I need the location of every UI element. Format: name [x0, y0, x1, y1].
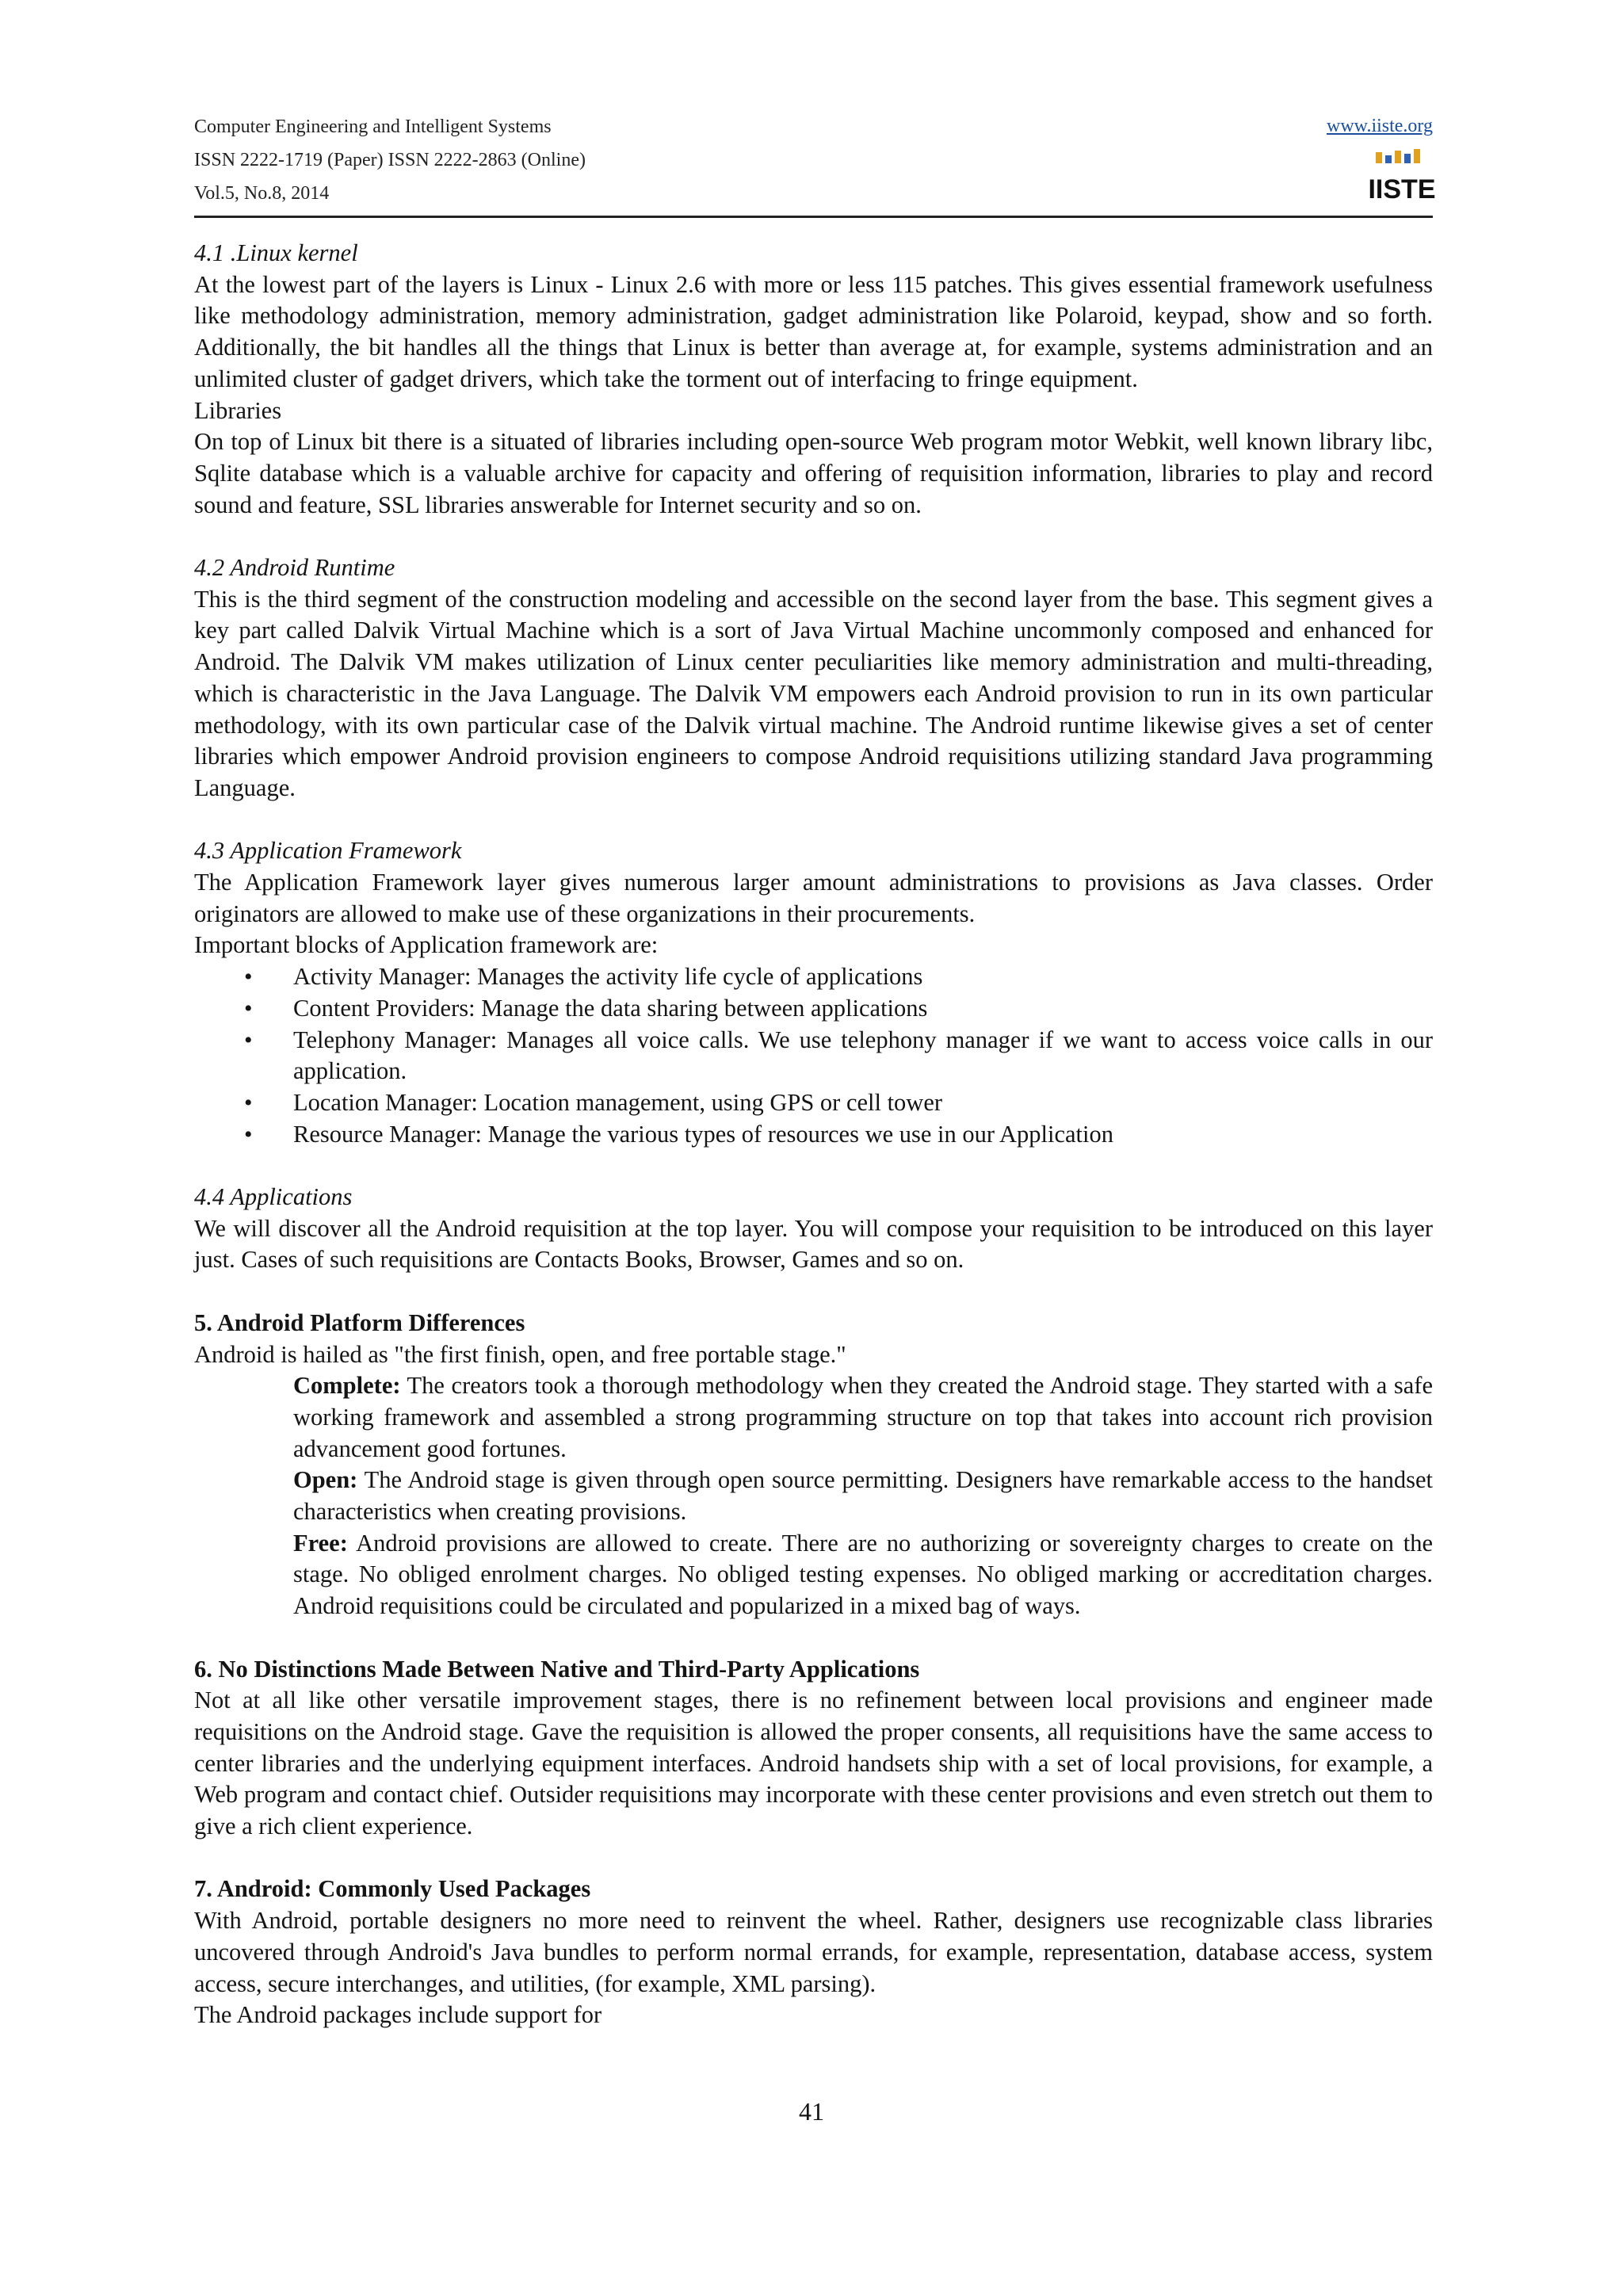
list-item: • Telephony Manager: Manages all voice calls. We use telephony manager if we want to access voice calls in our application. [194, 1025, 1433, 1087]
libraries-label: Libraries [194, 396, 282, 424]
section-7-heading: 7. Android: Commonly Used Packages [194, 1875, 591, 1903]
journal-url-link[interactable]: www.iiste.org [1327, 116, 1433, 136]
section-4-3-intro: Important blocks of Application framework are: [194, 931, 659, 959]
section-4-2-paragraph: This is the third segment of the construction modeling and accessible on the second layer from the base. This segment gives a key part called Dalvik Virtual Machine which is a sort of Java Virtual Machine uncommonly composed and enhanced for Android. The Dalvik VM makes utilization of Linux center peculiarities like memory administration and multi-threading, which is characteristic in the Java Language. The Dalvik VM empowers each Android provision to run in its own particular methodology, with its own particular case of the Dalvik virtual machine. The Android runtime likewise gives a set of center libraries which empower Android provision engineers to compose Android requisitions utilizing standard Java programming Language. [194, 585, 1433, 801]
section-6-paragraph: Not at all like other versatile improvement stages, there is no refinement between local provisions and engineer made requisitions on the Android stage. Gave the requisition is allowed the proper consents, all requisitions have the same access to center libraries and the underlying equipment interfaces. Android handsets ship with a set of local provisions, for example, a Web program and contact chief. Outsider requisitions may incorporate with these center provisions and even stretch out them to give a rich client experience. [194, 1687, 1433, 1840]
list-item: • Content Providers: Manage the data sharing between applications [194, 993, 1433, 1025]
free-paragraph [194, 1528, 1433, 1622]
section-4-4-heading: 4.4 Applications [194, 1183, 353, 1211]
svg-text:IISTE: IISTE [1368, 174, 1436, 204]
section-6-heading: 6. No Distinctions Made Between Native and Third-Party Applications [194, 1655, 920, 1683]
page-number: 41 [799, 2097, 824, 2126]
section-7-packages-intro: The Android packages include support for [194, 2001, 602, 2029]
open-label: Open: [293, 1466, 358, 1494]
free-label: Free: [293, 1529, 348, 1557]
list-item: • Location Manager: Location management, using GPS or cell tower [194, 1087, 1433, 1119]
section-4-2-heading: 4.2 Android Runtime [194, 554, 395, 582]
section-4-4-paragraph: We will discover all the Android requisition at the top layer. You will compose your requisition to be introduced on this layer just. Cases of such requisitions are Contacts Books, Browser, Games and so on. [194, 1214, 1433, 1274]
section-5-intro: Android is hailed as "the first finish, open, and free portable stage." [194, 1340, 846, 1368]
complete-text: The creators took a thorough methodology when they created the Android stage. They started with a safe working framework and assembled a strong programming structure on top that takes into account rich provision advancement good fortunes. [293, 1372, 1433, 1462]
iiste-logo-icon [1368, 149, 1436, 208]
issn-line: ISSN 2222-1719 (Paper) ISSN 2222-2863 (Online) [194, 150, 586, 170]
section-4-1-paragraph: At the lowest part of the layers is Linux - Linux 2.6 with more or less 115 patches. This gives essential framework usefulness like methodology administration, memory administration, gadget administration like Polaroid, keypad, show and so forth. Additionally, the bit handles all the things that Linux is better than average at, for example, systems administration and an unlimited cluster of gadget drivers, which take the torment out of interfacing to fringe equipment. [194, 270, 1433, 392]
open-paragraph [194, 1465, 1433, 1527]
framework-blocks-list [194, 961, 1433, 1150]
list-item: • Activity Manager: Manages the activity life cycle of applications [194, 961, 1433, 993]
complete-label: Complete: [293, 1372, 401, 1400]
libraries-paragraph: On top of Linux bit there is a situated of libraries including open-source Web program motor Webkit, well known library libc, Sqlite database which is a valuable archive for capacity and offering of requisition information, libraries to play and record sound and feature, SSL libraries answerable for Internet security and so on. [194, 428, 1433, 518]
free-text: Android provisions are allowed to create. There are no authorizing or sovereignty charges to create on the stage. No obliged enrolment charges. No obliged testing expenses. No obliged marking or accreditation charges. Android requisitions could be circulated and popularized in a mixed bag of ways. [293, 1529, 1433, 1620]
article-body [194, 238, 1433, 2031]
section-4-3-paragraph: The Application Framework layer gives numerous larger amount administrations to provisions as Java classes. Order originators are allowed to make use of these organizations in their procurements. [194, 869, 1433, 927]
section-4-3-heading: 4.3 Application Framework [194, 837, 462, 865]
section-7-paragraph: With Android, portable designers no more need to reinvent the wheel. Rather, designers use recognizable class libraries uncovered through Android's Java bundles to perform normal errands, for example, representation, database access, system access, secure interchanges, and utilities, (for example, XML parsing). [194, 1907, 1433, 1997]
list-item: • Resource Manager: Manage the various types of resources we use in our Application [194, 1119, 1433, 1151]
page-header [194, 113, 1436, 218]
section-4-1-heading: 4.1 .Linux kernel [194, 239, 358, 266]
journal-title: Computer Engineering and Intelligent Systems [194, 117, 552, 137]
volume-line: Vol.5, No.8, 2014 [194, 183, 330, 204]
complete-paragraph [194, 1370, 1433, 1465]
section-5-heading: 5. Android Platform Differences [194, 1308, 525, 1336]
open-text: The Android stage is given through open source permitting. Designers have remarkable access to the handset characteristics when creating provisions. [293, 1466, 1433, 1526]
